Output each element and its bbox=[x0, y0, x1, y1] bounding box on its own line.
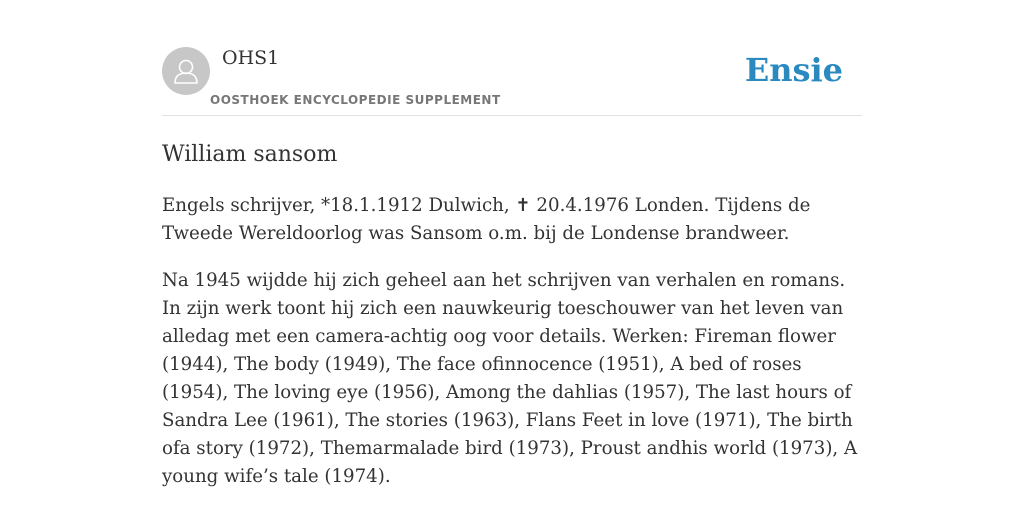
page-title: William sansom bbox=[162, 142, 338, 167]
brand-logo[interactable]: Ensie bbox=[744, 51, 843, 89]
header-divider bbox=[162, 115, 862, 116]
source-label[interactable]: OOSTHOEK ENCYCLOPEDIE SUPPLEMENT bbox=[210, 93, 501, 107]
user-icon[interactable] bbox=[162, 47, 210, 95]
article-paragraph: Engels schrijver, *18.1.1912 Dulwich, ✝ 20.4.1976 Londen. Tijdens de Tweede Wereldoorlog was Sansom o.m. bij de Londense brandweer. bbox=[162, 195, 811, 244]
article-paragraph: Na 1945 wijdde hij zich geheel aan het schrijven van verhalen en romans. In zijn werk toont hij zich een nauwkeurig toeschouwer van het leven van alledag met een camera-achtig oog voor details. Werken: Fireman flower (1944), The body (1949), The face ofinnocence (1951), A bed of roses (1954), The loving eye (1956), Among the dahlias (1957), The last hours of Sandra Lee (1961), The stories (1963), Flans Feet in love (1971), The birth ofa story (1972), Themarmalade bird (1973), Proust andhis world (1973), A young wife’s tale (1974). bbox=[162, 270, 858, 487]
article-body bbox=[162, 192, 867, 510]
article-header bbox=[162, 46, 862, 116]
article-card bbox=[162, 0, 862, 512]
author-name[interactable]: OHS1 bbox=[222, 47, 280, 69]
